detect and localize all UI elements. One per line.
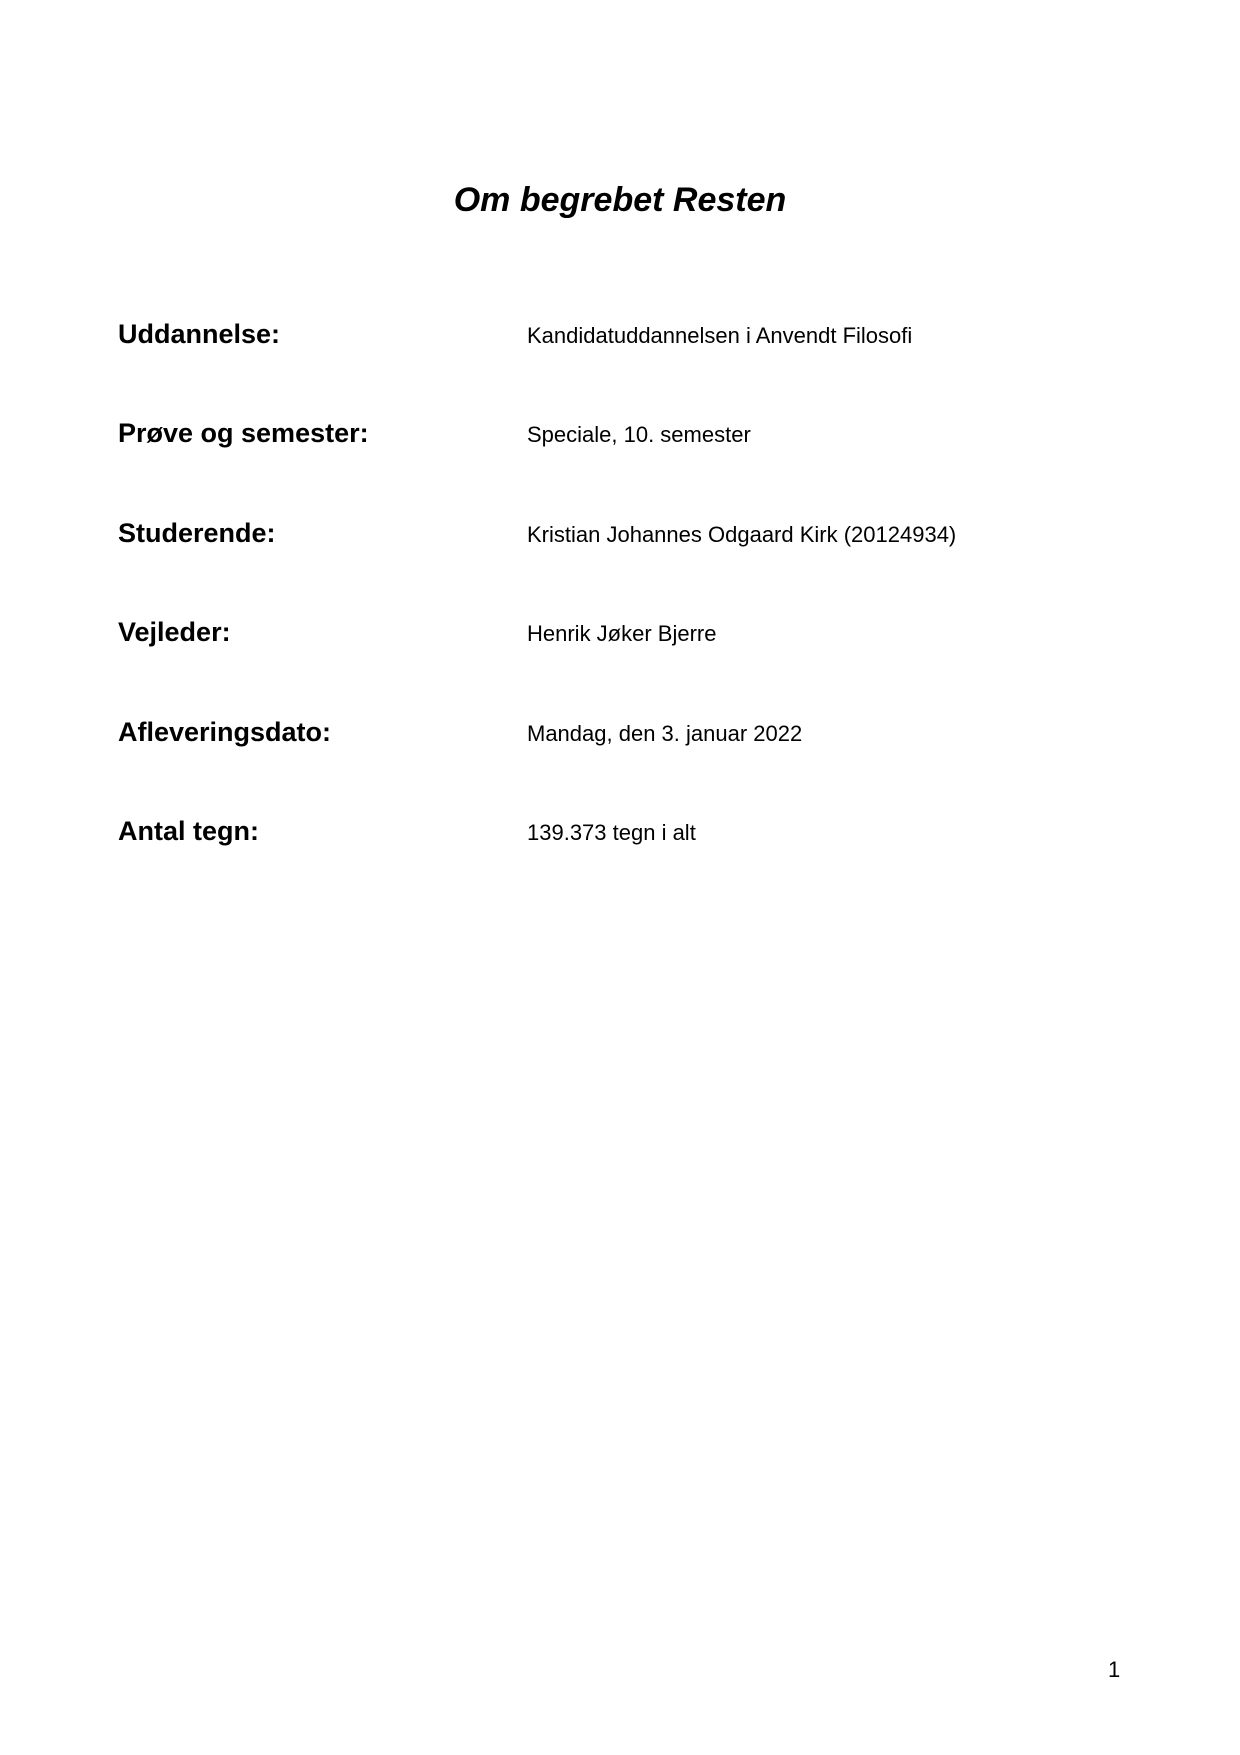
education-value: Kandidatuddannelsen i Anvendt Filosofi <box>527 323 913 348</box>
character-count-value: 139.373 tegn i alt <box>527 819 696 845</box>
info-row-supervisor <box>118 610 1128 709</box>
info-row-exam-semester <box>118 411 1128 510</box>
character-count-label: Antal tegn: <box>118 815 259 846</box>
exam-semester-label: Prøve og semester: <box>118 418 369 449</box>
submission-date-value: Mandag, den 3. januar 2022 <box>527 720 803 746</box>
supervisor-value: Henrik Jøker Bjerre <box>527 621 717 647</box>
info-row-student <box>118 511 1128 610</box>
student-label: Studerende: <box>118 517 276 548</box>
student-value: Kristian Johannes Odgaard Kirk (20124934) <box>527 521 957 547</box>
supervisor-label: Vejleder: <box>118 617 231 648</box>
info-row-education <box>118 312 1128 411</box>
info-row-character-count <box>118 809 1128 908</box>
page-number: 1 <box>1108 1657 1121 1682</box>
submission-date-label: Afleveringsdato: <box>118 716 332 747</box>
education-label: Uddannelse: <box>118 319 281 349</box>
exam-semester-value: Speciale, 10. semester <box>527 422 751 448</box>
info-row-submission-date <box>118 710 1128 809</box>
document-title: Om begrebet Resten <box>453 181 787 219</box>
cover-info-table <box>118 312 1128 908</box>
